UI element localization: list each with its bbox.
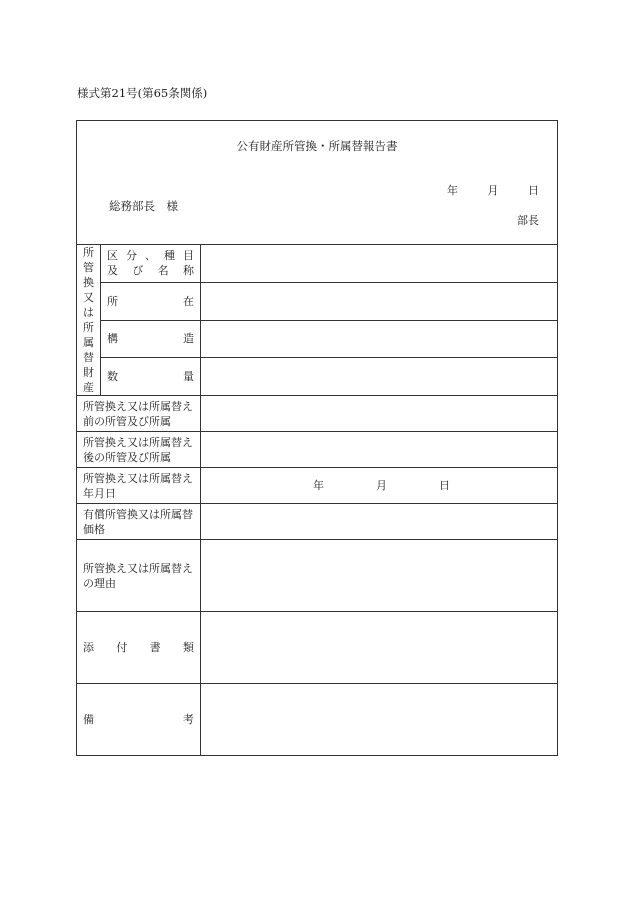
report-date: [447, 183, 539, 198]
structure-value[interactable]: [201, 320, 558, 358]
row-before-transfer: [77, 396, 558, 432]
report-form-table: [76, 120, 558, 756]
quantity-label: 数 量: [101, 358, 201, 396]
transfer-date-day: 日: [439, 479, 450, 492]
row-quantity: [77, 358, 558, 396]
attachments-label: 添 付 書 類: [77, 612, 201, 684]
price-value[interactable]: [201, 504, 558, 540]
row-structure: [77, 320, 558, 358]
location-label: 所 在: [101, 282, 201, 320]
header-cell: [77, 121, 558, 245]
before-transfer-value[interactable]: [201, 396, 558, 432]
date-year: 年: [447, 184, 459, 197]
reason-label: 所管換え又は所属替えの理由: [77, 540, 201, 612]
row-attachments: [77, 612, 558, 684]
form-number: 様式第21号(第65条関係): [77, 86, 208, 100]
classification-label: 区 分 、 種 目 及 び 名 称: [101, 245, 201, 283]
header-row: [77, 121, 558, 245]
after-transfer-label: 所管換え又は所属替え後の所管及び所属: [77, 432, 201, 468]
property-group-label: 所 管 換 又 は 所 属 替 財 産: [77, 245, 101, 396]
transfer-date-year: 年: [313, 479, 324, 492]
row-reason: [77, 540, 558, 612]
row-location: [77, 282, 558, 320]
structure-label: 構 造: [101, 320, 201, 358]
classification-value[interactable]: [201, 245, 558, 283]
row-after-transfer: [77, 432, 558, 468]
sender-department: 部長: [517, 214, 540, 227]
remarks-value[interactable]: [201, 684, 558, 756]
location-value[interactable]: [201, 282, 558, 320]
reason-value[interactable]: [201, 540, 558, 612]
quantity-value[interactable]: [201, 358, 558, 396]
addressee: 総務部長 様: [109, 199, 178, 213]
price-label: 有償所管換又は所属替価格: [77, 504, 201, 540]
transfer-date-value[interactable]: [201, 468, 558, 504]
transfer-date-label: 所管換え又は所属替え年月日: [77, 468, 201, 504]
after-transfer-value[interactable]: [201, 432, 558, 468]
date-month: 月: [487, 184, 499, 197]
before-transfer-label: 所管換え又は所属替え前の所管及び所属: [77, 396, 201, 432]
row-price: [77, 504, 558, 540]
row-transfer-date: [77, 468, 558, 504]
attachments-value[interactable]: [201, 612, 558, 684]
date-day: 日: [528, 184, 540, 197]
document-title: 公有財産所管換・所属替報告書: [236, 139, 398, 153]
row-remarks: [77, 684, 558, 756]
transfer-date-month: 月: [376, 479, 387, 492]
row-classification: [77, 245, 558, 283]
remarks-label: 備 考: [77, 684, 201, 756]
